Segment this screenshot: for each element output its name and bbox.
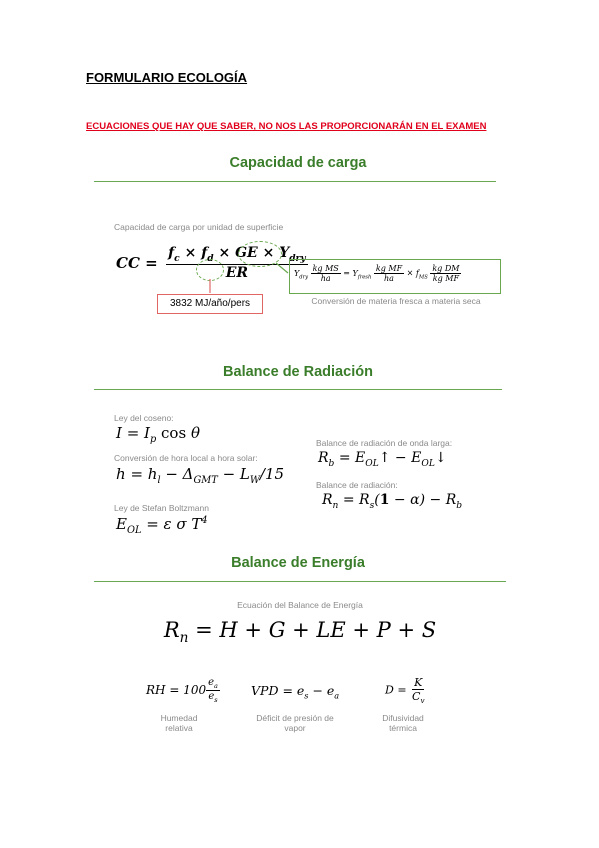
rh-formula: RH = 100 $\frac{e_a}{e_s}$ [146,677,218,704]
vpd-formula: VPD = $e_s - e_a$ [251,683,340,701]
d-label: Difusividad térmica [382,713,424,733]
conversion-box: $Y_{dry}$ $\frac{\text{kg MS}}{ha}$ = $Y_{fresh}$ $\frac{\text{kg MF}}{ha}$ × $f_{MS}$ $\frac{\text{kg DM}}{\text{kg MF}}$ [289,259,501,294]
hora-equation: $h = h_l - \Delta_{GMT} - L_W/15$ [116,465,285,486]
balance-equation: $R_n = R_s(1 - \alpha) - R_b$ [322,492,463,511]
cc-formula: CC = $\frac{f_c \times f_d \times GE \times Y_{dry}}{ER}$ [116,245,306,281]
d-formula: D = $\frac{K}{C_v}$ [385,676,425,706]
document-subtitle: ECUACIONES QUE HAY QUE SABER, NO NOS LAS PROPORCIONARÁN EN EL EXAMEN [86,121,487,132]
stefan-equation: $E_{OL} = \varepsilon$ σ $T^4$ [116,515,208,536]
section-heading-capacidad: Capacidad de carga [229,155,367,171]
er-value-box: 3832 MJ/año/pers [157,294,263,314]
section-heading-energia: Balance de Energía [231,555,365,571]
document-title: FORMULARIO ECOLOGÍA [86,70,248,85]
conversion-label: Conversión de materia fresca a materia seca [311,296,481,306]
energia-equation: $R_n = H + G$ + LE + P + S [163,618,437,647]
vpd-label: Déficit de presión de vapor [256,713,334,733]
rh-label: Humedad relativa [160,713,198,733]
section-divider [94,181,496,182]
hora-label: Conversión de hora local a hora solar: [114,453,258,463]
energia-label: Ecuación del Balance de Energía [237,600,363,610]
balance-label: Balance de radiación: [316,480,398,490]
section-divider [94,389,502,390]
cc-label: Capacidad de carga por unidad de superficie [114,222,284,232]
section-divider [94,581,506,582]
onda-equation: $R_b$ = $E_{OL}↑$ − $E_{OL}↓$ [318,450,447,469]
coseno-label: Ley del coseno: [114,413,174,423]
section-heading-radiacion: Balance de Radiación [223,364,373,380]
onda-label: Balance de radiación de onda larga: [316,438,453,448]
stefan-label: Ley de Stefan Boltzmann [114,503,209,513]
coseno-equation: $I = I_p$ cos θ [116,424,200,445]
